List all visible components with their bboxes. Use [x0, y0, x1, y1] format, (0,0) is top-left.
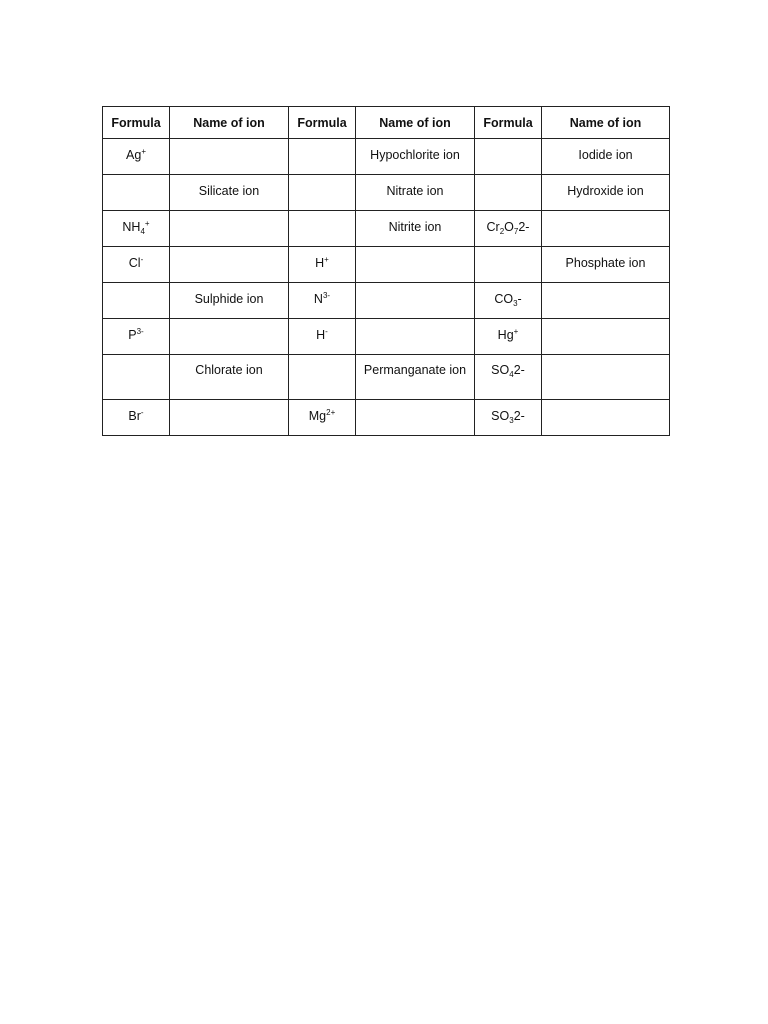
formula-cell [475, 175, 542, 211]
formula-symbol: Mg [308, 409, 327, 423]
formula-charge: - [140, 255, 144, 264]
formula-symbol: NH [122, 220, 141, 234]
header-formula: Formula [475, 107, 542, 139]
ion-name-cell [170, 175, 289, 211]
formula-subscript: 3 [513, 299, 518, 308]
table-row [103, 175, 670, 211]
formula-cell [475, 139, 542, 175]
ion-name: Nitrate ion [386, 184, 444, 198]
formula-subscript: 3 [509, 416, 514, 425]
table-row [103, 283, 670, 319]
ion-name-cell [356, 355, 475, 400]
ion-name: Silicate ion [198, 184, 260, 198]
formula-symbol: Ag [126, 148, 142, 162]
formula-text: - [517, 292, 522, 306]
ion-name-cell [356, 139, 475, 175]
ion-name-cell [170, 319, 289, 355]
formula-cell [103, 139, 170, 175]
formula-cell [103, 247, 170, 283]
header-formula: Formula [289, 107, 356, 139]
formula-cell [475, 283, 542, 319]
formula-cell [289, 283, 356, 319]
table-row [103, 400, 670, 436]
formula-symbol: Cl [128, 256, 141, 270]
formula-text: 2- [513, 363, 525, 377]
ion-name-cell [356, 319, 475, 355]
formula-charge: + [513, 327, 519, 336]
table-row [103, 247, 670, 283]
ion-name-cell [356, 400, 475, 436]
formula-text: CO [494, 292, 514, 306]
formula-cell [475, 400, 542, 436]
ion-name-cell [542, 319, 670, 355]
formula-symbol: H [315, 256, 325, 270]
formula-text: O [504, 220, 514, 234]
ion-name-cell [542, 355, 670, 400]
formula-symbol: Hg [497, 328, 514, 342]
formula-text: 2- [513, 409, 525, 423]
ion-name: Hypochlorite ion [370, 148, 460, 162]
formula-subscript: 4 [509, 370, 514, 379]
table-body [103, 139, 670, 436]
ion-name-cell [170, 211, 289, 247]
formula-cell [289, 211, 356, 247]
formula-charge: 2+ [326, 408, 336, 417]
formula-cell [103, 400, 170, 436]
ion-name-cell [170, 283, 289, 319]
formula-symbol: H [316, 328, 326, 342]
formula-text: SO [491, 409, 510, 423]
ion-name-cell [356, 211, 475, 247]
table-row [103, 355, 670, 400]
formula-charge: + [144, 219, 150, 228]
formula-cell [289, 139, 356, 175]
table-row [103, 139, 670, 175]
table-row [103, 211, 670, 247]
formula-charge: - [325, 327, 328, 336]
ion-name-cell [542, 139, 670, 175]
ion-name-cell [170, 355, 289, 400]
formula-cell [475, 355, 542, 400]
ion-name-cell [356, 175, 475, 211]
formula-charge: + [141, 147, 146, 156]
ion-name-cell [170, 139, 289, 175]
ion-name-cell [542, 283, 670, 319]
header-formula: Formula [103, 107, 170, 139]
ion-name-cell [542, 247, 670, 283]
header-name-of-ion: Name of ion [356, 107, 475, 139]
ion-name-cell [356, 247, 475, 283]
formula-cell [289, 355, 356, 400]
ion-name-cell [542, 400, 670, 436]
ion-name-cell [542, 211, 670, 247]
formula-symbol: P [128, 328, 137, 342]
ion-name: Hydroxide ion [567, 184, 644, 198]
formula-text: SO [491, 363, 510, 377]
formula-cell [103, 283, 170, 319]
header-name-of-ion: Name of ion [542, 107, 670, 139]
ion-name: Nitrite ion [388, 220, 442, 234]
formula-charge: - [140, 408, 144, 417]
ion-name-cell [170, 247, 289, 283]
header-name-of-ion: Name of ion [170, 107, 289, 139]
header-row [103, 107, 670, 139]
formula-symbol: N [313, 292, 323, 306]
formula-cell [103, 175, 170, 211]
formula-symbol: Br [128, 409, 141, 423]
formula-cell [289, 400, 356, 436]
formula-subscript: 4 [140, 227, 145, 236]
formula-cell [475, 319, 542, 355]
formula-text: Cr [486, 220, 500, 234]
ion-name: Iodide ion [578, 148, 633, 162]
ion-name: Sulphide ion [194, 292, 264, 306]
ion-name-cell [170, 400, 289, 436]
ion-name: Chlorate ion [195, 363, 263, 377]
table-row [103, 319, 670, 355]
formula-subscript: 7 [513, 227, 519, 236]
formula-charge: 3- [136, 327, 144, 336]
formula-cell [289, 247, 356, 283]
formula-cell [475, 247, 542, 283]
formula-cell [289, 319, 356, 355]
formula-charge: + [324, 255, 329, 264]
ion-name: Permanganate ion [363, 363, 467, 377]
formula-cell [103, 355, 170, 400]
formula-cell [289, 175, 356, 211]
ion-name: Phosphate ion [565, 256, 646, 270]
formula-text: 2- [518, 220, 530, 234]
ion-name-cell [356, 283, 475, 319]
ion-formula-table [102, 106, 670, 436]
formula-cell [103, 211, 170, 247]
formula-cell [475, 211, 542, 247]
formula-charge: 3- [322, 291, 331, 300]
formula-subscript: 2 [499, 227, 505, 236]
formula-cell [103, 319, 170, 355]
ion-name-cell [542, 175, 670, 211]
